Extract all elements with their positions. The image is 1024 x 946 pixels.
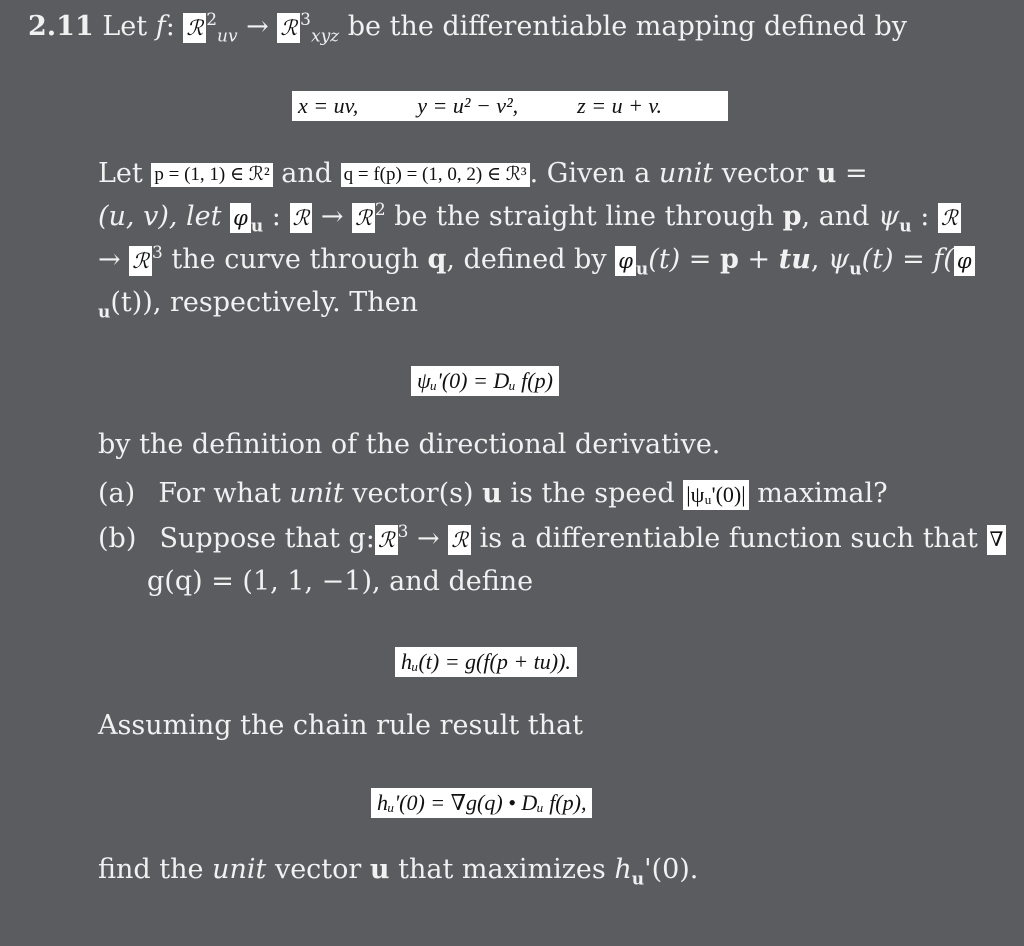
text: , bbox=[810, 244, 820, 275]
text: (u, v), let bbox=[98, 201, 222, 232]
sub: u bbox=[849, 259, 862, 280]
sub: u bbox=[631, 869, 645, 890]
point-p: p bbox=[782, 201, 802, 232]
equation-text: ψᵤ'(0) = Dᵤ f(p) bbox=[417, 368, 553, 393]
text: by the definition of the directional derivative. bbox=[98, 429, 721, 460]
f-symbol: f bbox=[155, 11, 166, 42]
speed-expression: |ψᵤ'(0)| bbox=[683, 480, 748, 510]
text: g(q) = (1, 1, −1), and define bbox=[147, 566, 534, 597]
h-symbol: h bbox=[614, 854, 632, 885]
text: is a differentiable function such that bbox=[479, 523, 978, 554]
text: For what bbox=[158, 478, 281, 509]
equation-text: hᵤ(t) = g(f(p + tu)). bbox=[401, 649, 571, 674]
text: and bbox=[281, 158, 333, 189]
part-a bbox=[98, 477, 888, 511]
emphasis-unit: unit bbox=[212, 854, 267, 885]
part-b-line-2 bbox=[147, 565, 533, 599]
arrow: → bbox=[417, 523, 440, 554]
domain-sup: 2 bbox=[206, 10, 218, 30]
text: vector bbox=[721, 158, 809, 189]
paragraph-line-2 bbox=[98, 200, 961, 237]
psi-symbol: ψ bbox=[828, 244, 850, 275]
phi-symbol: φ bbox=[954, 246, 975, 276]
real-space-symbol: ℛ bbox=[290, 203, 313, 233]
psi-symbol: ψ bbox=[878, 201, 900, 232]
paragraph-line-4 bbox=[98, 286, 419, 323]
text: , defined by bbox=[446, 244, 607, 275]
paragraph-line-1 bbox=[98, 157, 868, 191]
eq-x: x = uv, bbox=[298, 93, 359, 118]
text: vector bbox=[274, 854, 362, 885]
phi-symbol: φ bbox=[230, 203, 251, 233]
sup: 3 bbox=[151, 243, 163, 263]
text: . Given a bbox=[529, 158, 651, 189]
text: Let bbox=[98, 158, 143, 189]
point-q: q bbox=[427, 244, 447, 275]
text: the curve through bbox=[171, 244, 419, 275]
text: that maximizes bbox=[398, 854, 606, 885]
text: (t)), respectively. Then bbox=[110, 287, 419, 318]
problem-statement-line-1 bbox=[28, 10, 907, 47]
text: (t) = bbox=[648, 244, 712, 275]
real-space-symbol: ℛ bbox=[183, 13, 206, 43]
text: vector(s) bbox=[352, 478, 474, 509]
point-q-definition: q = f(p) = (1, 0, 2) ∈ ℛ³ bbox=[341, 163, 530, 187]
codomain-sub: xyz bbox=[310, 26, 340, 47]
arrow: → bbox=[246, 11, 269, 42]
real-space-symbol: ℛ bbox=[277, 13, 300, 43]
real-space-symbol: ℛ bbox=[938, 203, 961, 233]
equation-text: hᵤ'(0) = ∇g(q) • Dᵤ f(p), bbox=[377, 790, 587, 815]
codomain-sup: 3 bbox=[300, 10, 311, 30]
sub: u bbox=[635, 259, 649, 280]
equation-h-definition bbox=[395, 647, 577, 677]
equation-speed bbox=[411, 366, 559, 396]
text: , and bbox=[801, 201, 870, 232]
sub: u bbox=[98, 302, 111, 323]
text: find the bbox=[98, 854, 204, 885]
text: '(0). bbox=[644, 854, 699, 885]
point-p: p bbox=[720, 244, 739, 275]
sup: 2 bbox=[374, 200, 386, 220]
domain-sub: uv bbox=[217, 26, 238, 47]
real-space-symbol: ℛ bbox=[448, 525, 471, 555]
text: maximal? bbox=[757, 478, 888, 509]
nabla-symbol: ∇ bbox=[987, 525, 1007, 555]
point-p-definition: p = (1, 1) ∈ ℛ² bbox=[151, 163, 272, 187]
real-space-symbol: ℛ bbox=[375, 525, 398, 555]
text: Assuming the chain rule result that bbox=[98, 710, 583, 741]
sub: u bbox=[899, 216, 912, 237]
arrow: → bbox=[98, 244, 121, 275]
real-space-symbol: ℛ bbox=[129, 246, 152, 276]
text: : bbox=[920, 201, 930, 232]
part-label: (a) bbox=[98, 478, 136, 509]
sup: 3 bbox=[397, 522, 409, 542]
eq-z: z = u + v. bbox=[577, 93, 663, 118]
eq-y: y = u² − v², bbox=[417, 93, 519, 118]
term-tu: tu bbox=[778, 244, 811, 275]
text: be the straight line through bbox=[394, 201, 775, 232]
text: be the differentiable mapping defined by bbox=[347, 11, 907, 42]
arrow: → bbox=[320, 201, 344, 232]
text: is the speed bbox=[510, 478, 675, 509]
assuming-line bbox=[98, 709, 583, 743]
equation-chain-rule bbox=[371, 788, 592, 818]
mapping-equations bbox=[292, 91, 728, 121]
vector-u: u bbox=[816, 158, 837, 189]
real-space-symbol: ℛ bbox=[352, 203, 375, 233]
text: (t) = f( bbox=[861, 244, 954, 275]
problem-number: 2.11 bbox=[28, 11, 94, 42]
final-line bbox=[98, 853, 699, 890]
definition-line bbox=[98, 428, 720, 462]
emphasis-unit: unit bbox=[658, 158, 714, 189]
text: Suppose that g: bbox=[159, 523, 375, 554]
text: + bbox=[747, 244, 771, 275]
phi-symbol: φ bbox=[615, 246, 636, 276]
paragraph-line-3 bbox=[98, 243, 975, 280]
colon: : bbox=[165, 11, 175, 42]
text: : bbox=[271, 201, 281, 232]
part-b-line-1 bbox=[98, 522, 1006, 556]
part-label: (b) bbox=[98, 523, 137, 554]
vector-u: u bbox=[369, 854, 390, 885]
text: Let bbox=[102, 11, 148, 42]
text: = bbox=[844, 158, 868, 189]
emphasis-unit: unit bbox=[289, 478, 344, 509]
sub: u bbox=[250, 216, 264, 237]
vector-u: u bbox=[482, 478, 502, 509]
